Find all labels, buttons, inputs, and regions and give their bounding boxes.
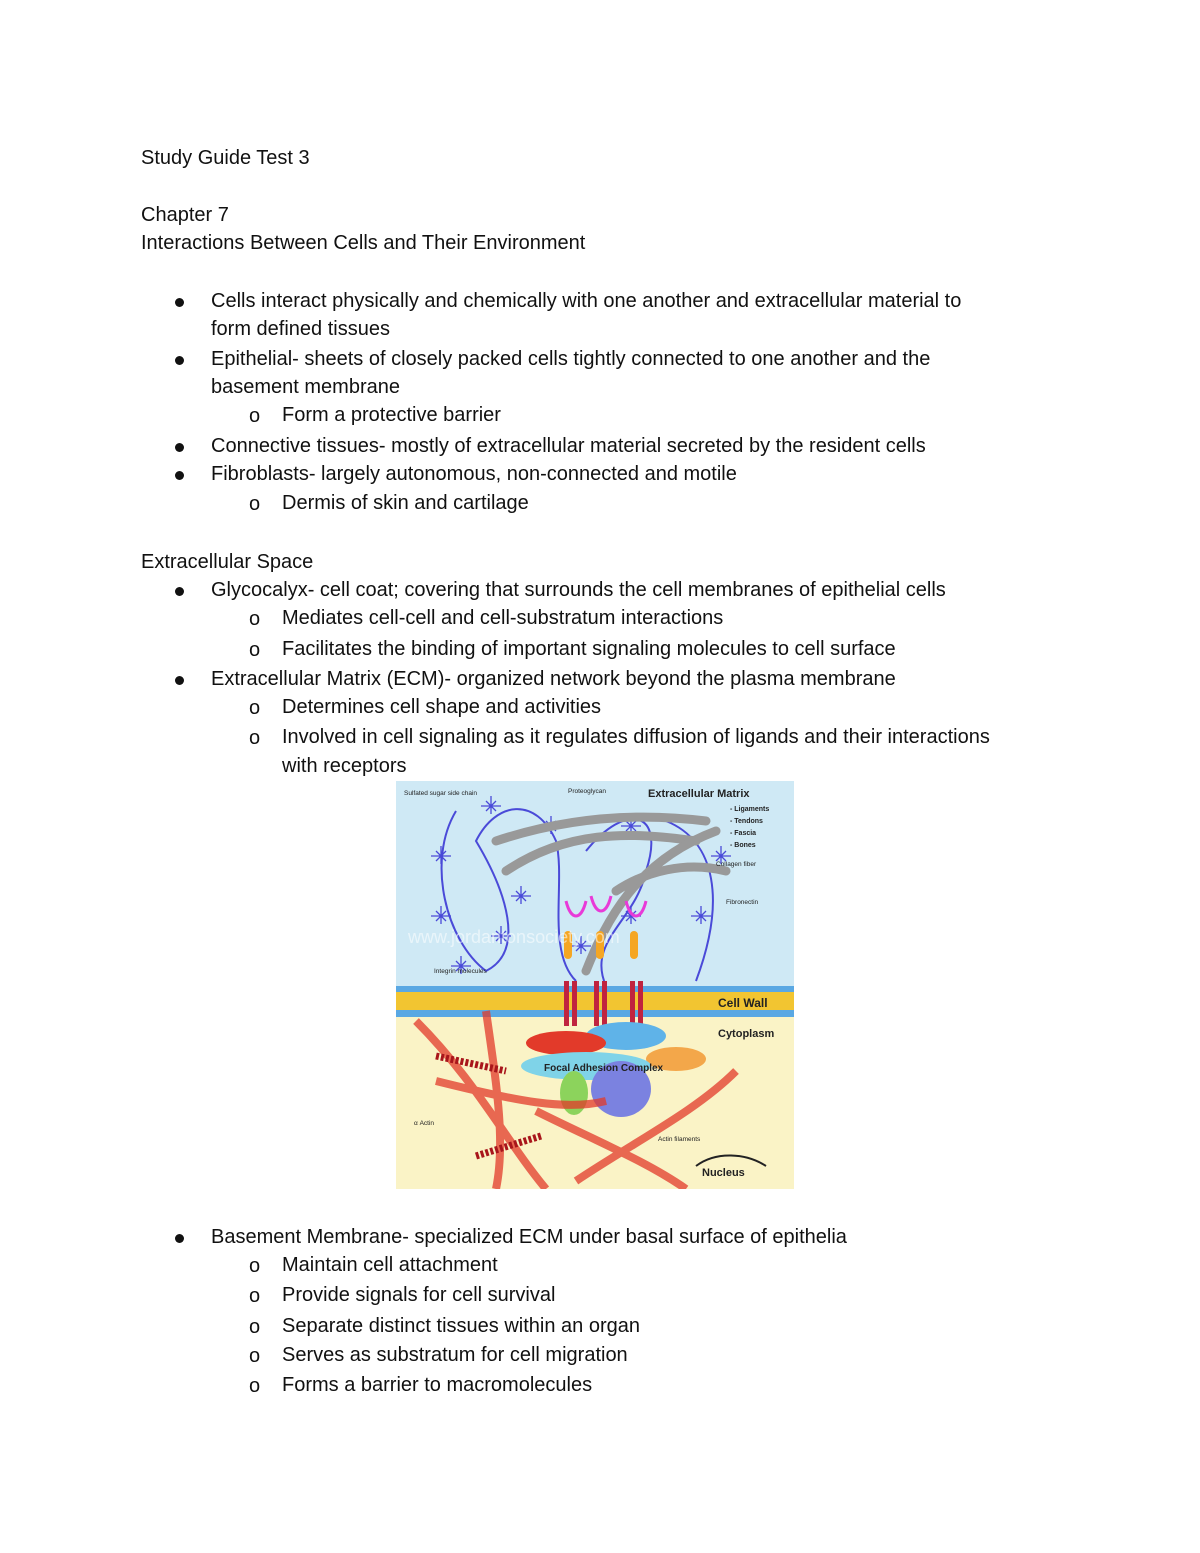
label-collagen-fiber: Collagen fiber xyxy=(716,861,757,868)
sub-list-item: Determines cell shape and activities xyxy=(282,696,602,718)
document-title: Study Guide Test 3 xyxy=(141,147,310,169)
bullet-marker xyxy=(175,434,184,458)
section-heading: Extracellular Space xyxy=(141,551,314,573)
list-item-continuation: basement membrane xyxy=(211,376,400,398)
list-item: Cells interact physically and chemically with one another and extracellular material to xyxy=(211,290,962,312)
sub-list-item: Facilitates the binding of important signaling molecules to cell surface xyxy=(282,638,896,660)
label-cell-wall: Cell Wall xyxy=(718,996,768,1010)
label-tendons: - Tendons xyxy=(730,818,763,825)
sub-bullet-marker: o xyxy=(249,1255,261,1277)
list-item: Basement Membrane- specialized ECM under basal surface of epithelia xyxy=(211,1226,847,1248)
sub-list-item: Mediates cell-cell and cell-substratum interactions xyxy=(282,607,724,629)
bullet-marker xyxy=(175,578,184,602)
label-alpha-actin: α Actin xyxy=(414,1120,435,1127)
list-item: Epithelial- sheets of closely packed cells tightly connected to one another and the xyxy=(211,348,931,370)
list-item: Fibroblasts- largely autonomous, non-connected and motile xyxy=(211,463,737,485)
bullet-marker xyxy=(175,1225,184,1249)
sub-list-item: Involved in cell signaling as it regulates diffusion of ligands and their interactions xyxy=(282,726,990,748)
diagram-watermark: www.jordantonsociety.com xyxy=(408,927,620,947)
label-ligaments: - Ligaments xyxy=(730,806,770,813)
sub-list-item: Provide signals for cell survival xyxy=(282,1284,556,1306)
label-extracellular-matrix: Extracellular Matrix xyxy=(648,788,750,800)
bullet-marker xyxy=(175,667,184,691)
sub-list-item-continuation: with receptors xyxy=(282,755,407,777)
list-item: Connective tissues- mostly of extracellular material secreted by the resident cells xyxy=(211,435,926,457)
sub-bullet-marker: o xyxy=(249,1375,261,1397)
sub-bullet-marker: o xyxy=(249,1285,261,1307)
label-bones: - Bones xyxy=(730,842,756,849)
sub-bullet-marker: o xyxy=(249,697,261,719)
list-item-continuation: form defined tissues xyxy=(211,318,390,340)
label-integrin-molecules: Integrin molecules xyxy=(434,968,487,975)
list-item: Glycocalyx- cell coat; covering that surrounds the cell membranes of epithelial cells xyxy=(211,579,946,601)
sub-list-item: Form a protective barrier xyxy=(282,404,501,426)
label-nucleus: Nucleus xyxy=(702,1167,745,1179)
label-fascia: - Fascia xyxy=(730,830,757,837)
sub-bullet-marker: o xyxy=(249,1345,261,1367)
sub-bullet-marker: o xyxy=(249,727,261,749)
bullet-marker xyxy=(175,289,184,313)
chapter-title: Interactions Between Cells and Their Environment xyxy=(141,232,586,254)
label-cytoplasm: Cytoplasm xyxy=(718,1028,775,1040)
sub-list-item: Forms a barrier to macromolecules xyxy=(282,1374,593,1396)
sub-bullet-marker: o xyxy=(249,493,261,515)
sub-bullet-marker: o xyxy=(249,1316,261,1338)
list-item: Extracellular Matrix (ECM)- organized network beyond the plasma membrane xyxy=(211,668,896,690)
label-sugar-side-chain: Sulfated sugar side chain xyxy=(404,790,477,797)
chapter-label: Chapter 7 xyxy=(141,204,229,226)
sub-list-item: Separate distinct tissues within an organ xyxy=(282,1315,640,1337)
sub-bullet-marker: o xyxy=(249,639,261,661)
bullet-marker xyxy=(175,462,184,486)
sub-list-item: Dermis of skin and cartilage xyxy=(282,492,529,514)
ecm-diagram xyxy=(396,781,794,1189)
label-fibronectin: Fibronectin xyxy=(726,899,759,906)
label-actin-filaments: Actin filaments xyxy=(658,1136,701,1143)
label-proteoglycan: Proteoglycan xyxy=(568,788,606,795)
sub-list-item: Serves as substratum for cell migration xyxy=(282,1344,628,1366)
bullet-marker xyxy=(175,347,184,371)
sub-list-item: Maintain cell attachment xyxy=(282,1254,498,1276)
sub-bullet-marker: o xyxy=(249,608,261,630)
label-focal-adhesion-complex: Focal Adhesion Complex xyxy=(544,1063,664,1074)
sub-bullet-marker: o xyxy=(249,405,261,427)
